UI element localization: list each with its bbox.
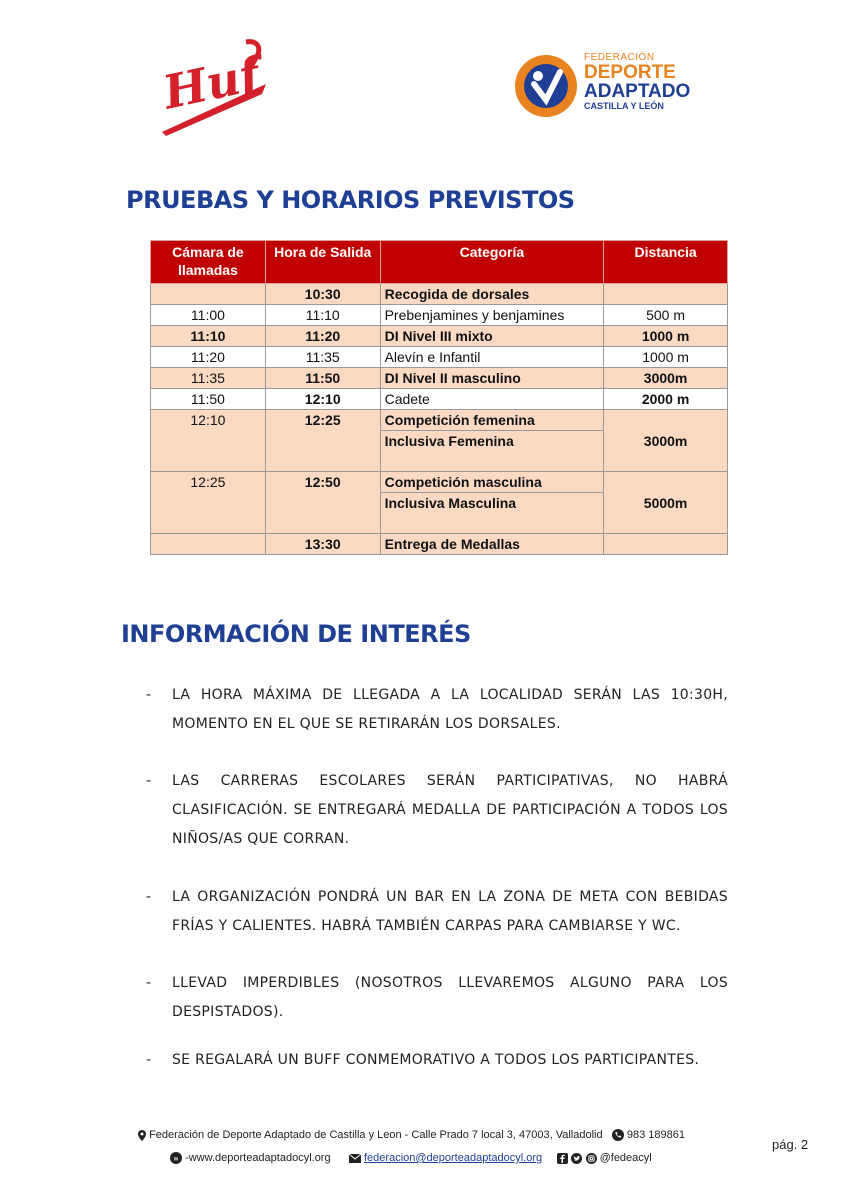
cell-salida: 13:30: [265, 534, 380, 555]
cell-distancia: 1000 m: [604, 326, 728, 347]
section-title-pruebas: PRUEBAS Y HORARIOS PREVISTOS: [126, 186, 575, 214]
table-row: [151, 368, 728, 389]
cell-distancia: 3000m: [604, 368, 728, 389]
cell-distancia: 1000 m: [604, 347, 728, 368]
header-distancia: Distancia: [604, 241, 728, 284]
info-item: [146, 883, 728, 941]
cell-categoria-2: Inclusiva Masculina: [380, 493, 604, 514]
cell-categoria: Alevín e Infantil: [380, 347, 604, 368]
info-item: [146, 1046, 728, 1075]
info-text: SE REGALARÁ UN BUFF CONMEMORATIVO A TODOS LOS PARTICIPANTES.: [172, 1052, 700, 1068]
cell-distancia: 3000m: [604, 410, 728, 472]
footer-web[interactable]: -www.deporteadaptadocyl.org: [185, 1152, 331, 1164]
bullet-dash: -: [146, 975, 152, 991]
header-salida: Hora de Salida: [265, 241, 380, 284]
bullet-dash: -: [146, 773, 152, 789]
svg-text:w: w: [173, 1155, 179, 1163]
cell-camara: 11:50: [151, 389, 266, 410]
footer-social-handle: @fedeacyl: [599, 1152, 652, 1164]
info-item: [146, 681, 728, 739]
header-camara: Cámara de llamadas: [151, 241, 266, 284]
info-text: LA HORA MÁXIMA DE LLEGADA A LA LOCALIDAD SERÁN LAS 10:30H, MOMENTO EN EL QUE SE RETIRARÁN LOS DORSALES.: [172, 687, 728, 732]
table-row: [151, 534, 728, 555]
twitter-icon[interactable]: [571, 1153, 582, 1164]
cell-camara: [151, 534, 266, 555]
footer-address-line: [138, 1129, 848, 1141]
cell-categoria: Competición femenina: [380, 410, 604, 431]
cell-salida: 10:30: [265, 284, 380, 305]
bullet-dash: -: [146, 687, 152, 703]
cell-camara: 12:25: [151, 472, 266, 534]
header-categoria: Categoría: [380, 241, 604, 284]
fed-sub: CASTILLA Y LEÓN: [584, 101, 664, 111]
table-row: [151, 410, 728, 431]
cell-salida: 12:10: [265, 389, 380, 410]
cell-salida: 11:10: [265, 305, 380, 326]
cell-distancia: [604, 284, 728, 305]
instagram-icon[interactable]: [586, 1153, 597, 1164]
location-pin-icon: [138, 1130, 146, 1141]
cell-salida: 11:20: [265, 326, 380, 347]
cell-categoria: Competición masculina: [380, 472, 604, 493]
cell-categoria: DI Nivel III mixto: [380, 326, 604, 347]
cell-salida: 11:50: [265, 368, 380, 389]
table-row: [151, 284, 728, 305]
fed-line2: ADAPTADO: [584, 81, 691, 102]
table-header-row: [151, 241, 728, 284]
fed-line1: DEPORTE: [584, 62, 676, 83]
cell-categoria: Recogida de dorsales: [380, 284, 604, 305]
cell-salida: 12:50: [265, 472, 380, 534]
schedule-table: [150, 240, 728, 555]
fed-logo-text: [584, 52, 714, 112]
cell-spacer: [380, 513, 604, 534]
web-icon: [170, 1152, 182, 1164]
info-text: LLEVAD IMPERDIBLES (NOSOTROS LLEVAREMOS ALGUNO PARA LOS DESPISTADOS).: [172, 975, 728, 1020]
fed-small: FEDERACIÓN: [584, 52, 655, 63]
footer-email-link[interactable]: federacion@deporteadaptadocyl.org: [364, 1152, 543, 1164]
facebook-icon[interactable]: [557, 1153, 568, 1164]
cell-camara: 11:00: [151, 305, 266, 326]
cell-categoria: Prebenjamines y benjamines: [380, 305, 604, 326]
info-item: [146, 767, 728, 854]
info-item: [146, 969, 728, 1027]
table-row: [151, 305, 728, 326]
footer-contact-line: [170, 1152, 848, 1164]
cell-spacer: [380, 451, 604, 472]
cell-distancia: 2000 m: [604, 389, 728, 410]
cell-categoria-2: Inclusiva Femenina: [380, 431, 604, 452]
table-row: [151, 326, 728, 347]
cell-camara: [151, 284, 266, 305]
cell-camara: 11:20: [151, 347, 266, 368]
cell-salida: 11:35: [265, 347, 380, 368]
table-row: [151, 389, 728, 410]
cell-camara: 11:35: [151, 368, 266, 389]
cell-camara: 11:10: [151, 326, 266, 347]
cell-camara: 12:10: [151, 410, 266, 472]
footer-phone: 983 189861: [626, 1129, 685, 1141]
cell-distancia: 5000m: [604, 472, 728, 534]
cell-categoria: Cadete: [380, 389, 604, 410]
svg-text:Huf: Huf: [158, 46, 265, 120]
table-row: [151, 472, 728, 493]
cell-salida: 12:25: [265, 410, 380, 472]
info-text: LAS CARRERAS ESCOLARES SERÁN PARTICIPATIVAS, NO HABRÁ CLASIFICACIÓN. SE ENTREGARÁ MEDALLA DE PARTICIPACIÓN A TODOS LOS NIÑOS/AS QUE CORRAN.: [172, 773, 728, 847]
page-number: pág. 2: [772, 1137, 809, 1152]
bullet-dash: -: [146, 1052, 152, 1068]
cell-categoria: Entrega de Medallas: [380, 534, 604, 555]
mail-icon: [349, 1154, 361, 1163]
table-row: [151, 347, 728, 368]
cell-categoria: DI Nivel II masculino: [380, 368, 604, 389]
huf-logo: [158, 38, 273, 138]
bullet-dash: -: [146, 889, 152, 905]
cell-distancia: [604, 534, 728, 555]
section-title-info: INFORMACIÓN DE INTERÉS: [121, 620, 471, 648]
phone-icon: [612, 1129, 624, 1141]
footer-address: Federación de Deporte Adaptado de Castilla y Leon - Calle Prado 7 local 3, 47003, Valladolid: [149, 1129, 603, 1141]
cell-distancia: 500 m: [604, 305, 728, 326]
info-text: LA ORGANIZACIÓN PONDRÁ UN BAR EN LA ZONA DE META CON BEBIDAS FRÍAS Y CALIENTES. HABRÁ TAMBIÉN CARPAS PARA CAMBIARSE Y WC.: [172, 889, 728, 934]
